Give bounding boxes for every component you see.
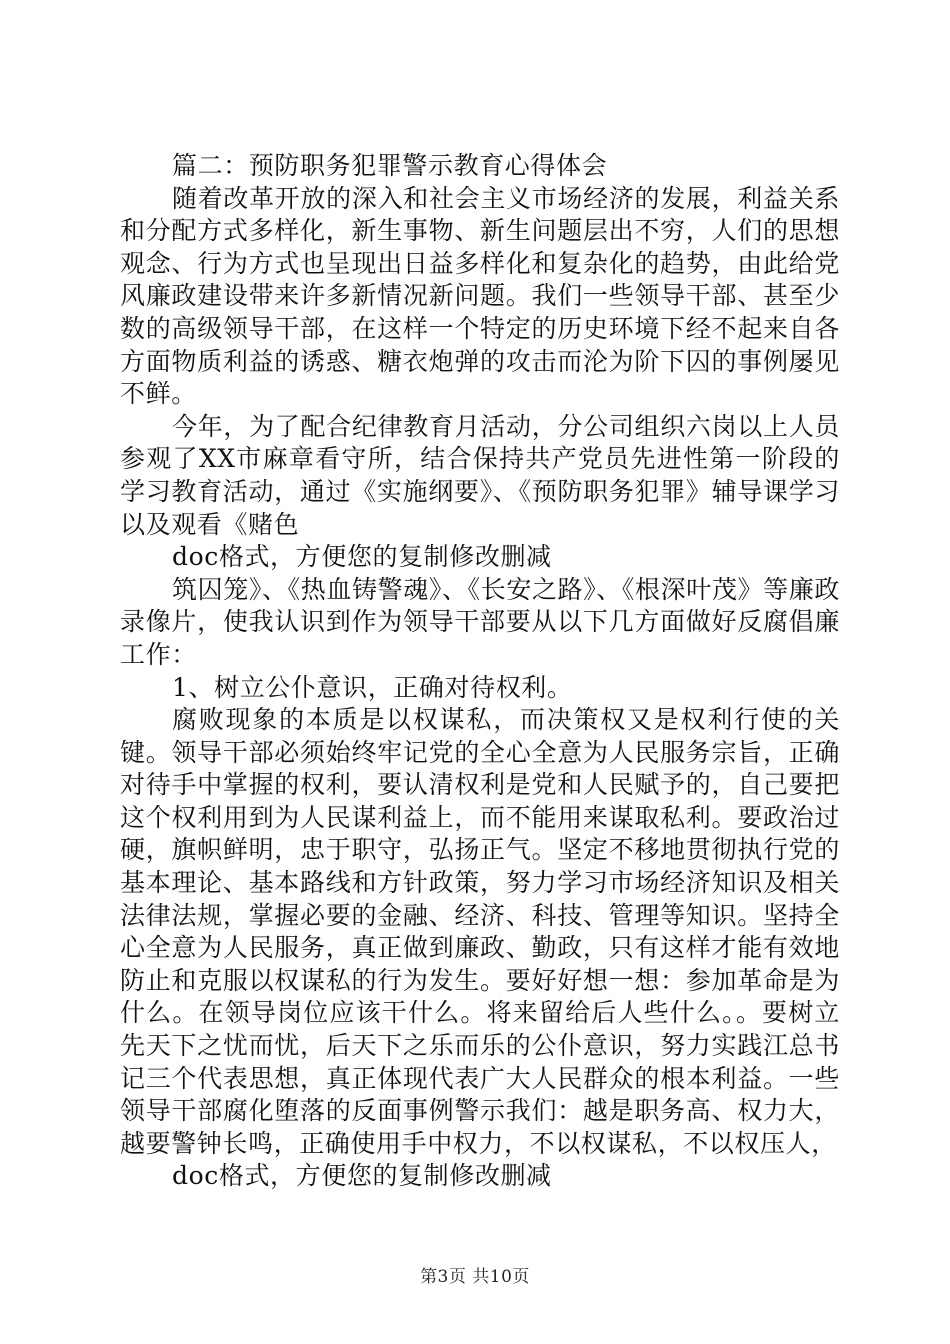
doc-format-note: doc格式，方便您的复制修改删减 <box>172 1161 552 1191</box>
paragraph: 腐败现象的本质是以权谋私，而决策权又是权利行使的关键。领导干部必须始终牢记党的全心全意为人民服务宗旨，正确对待手中掌握的权利，要认清权利是党和人民赋予的，自己要把这个权利用到为人民谋利益上，而不能用来谋取私利。要政治过硬，旗帜鲜明，忠于职守，弘扬正气。坚定不移地贯彻执行党的基本理论、基本路线和方针政策，努力学习市场经济知识及相关法律法规，掌握必要的金融、经济、科技、管理等知识。坚持全心全意为人民服务，真正做到廉政、勤政，只有这样才能有效地防止和克服以权谋私的行为发生。要好好想一想：参加革命是为什么。在领导岗位应该干什么。将来留给后人些什么。。要树立先天下之忧而忧，后天下之乐而乐的公仆意识，努力实践江总书记三个代表思想，真正体现代表广大人民群众的根本利益。一些领导干部腐化堕落的反面事例警示我们：越是职务高、权力大，越要警钟长鸣，正确使用手中权力，不以权谋私，不以权压人， <box>120 705 840 1158</box>
subsection-title: 1、树立公仆意识，正确对待权利。 <box>172 672 573 702</box>
paragraph: 今年，为了配合纪律教育月活动，分公司组织六岗以上人员参观了XX市麻章看守所，结合保持共产党员先进性第一阶段的学习教育活动，通过《实施纲要》、《预防职务犯罪》辅导课学习以及观看《赌色 <box>120 411 840 539</box>
doc-format-note: doc格式，方便您的复制修改删减 <box>172 542 552 572</box>
paragraph: 随着改革开放的深入和社会主义市场经济的发展，利益关系和分配方式多样化，新生事物、新生问题层出不穷，人们的思想观念、行为方式也呈现出日益多样化和复杂化的趋势，由此给党风廉政建设带来许多新情况新问题。我们一些领导干部、甚至少数的高级领导干部，在这样一个特定的历史环境下经不起来自各方面物质利益的诱惑、糖衣炮弹的攻击而沦为阶下囚的事例屡见不鲜。 <box>120 183 840 409</box>
section-heading: 篇二：预防职务犯罪警示教育心得体会 <box>172 151 608 180</box>
page-number: 第3页 共10页 <box>420 1267 530 1287</box>
document-body <box>120 150 840 1193</box>
paragraph: 筑囚笼》、《热血铸警魂》、《长安之路》、《根深叶茂》等廉政录像片，使我认识到作为领导干部要从以下几方面做好反腐倡廉工作： <box>120 574 840 669</box>
